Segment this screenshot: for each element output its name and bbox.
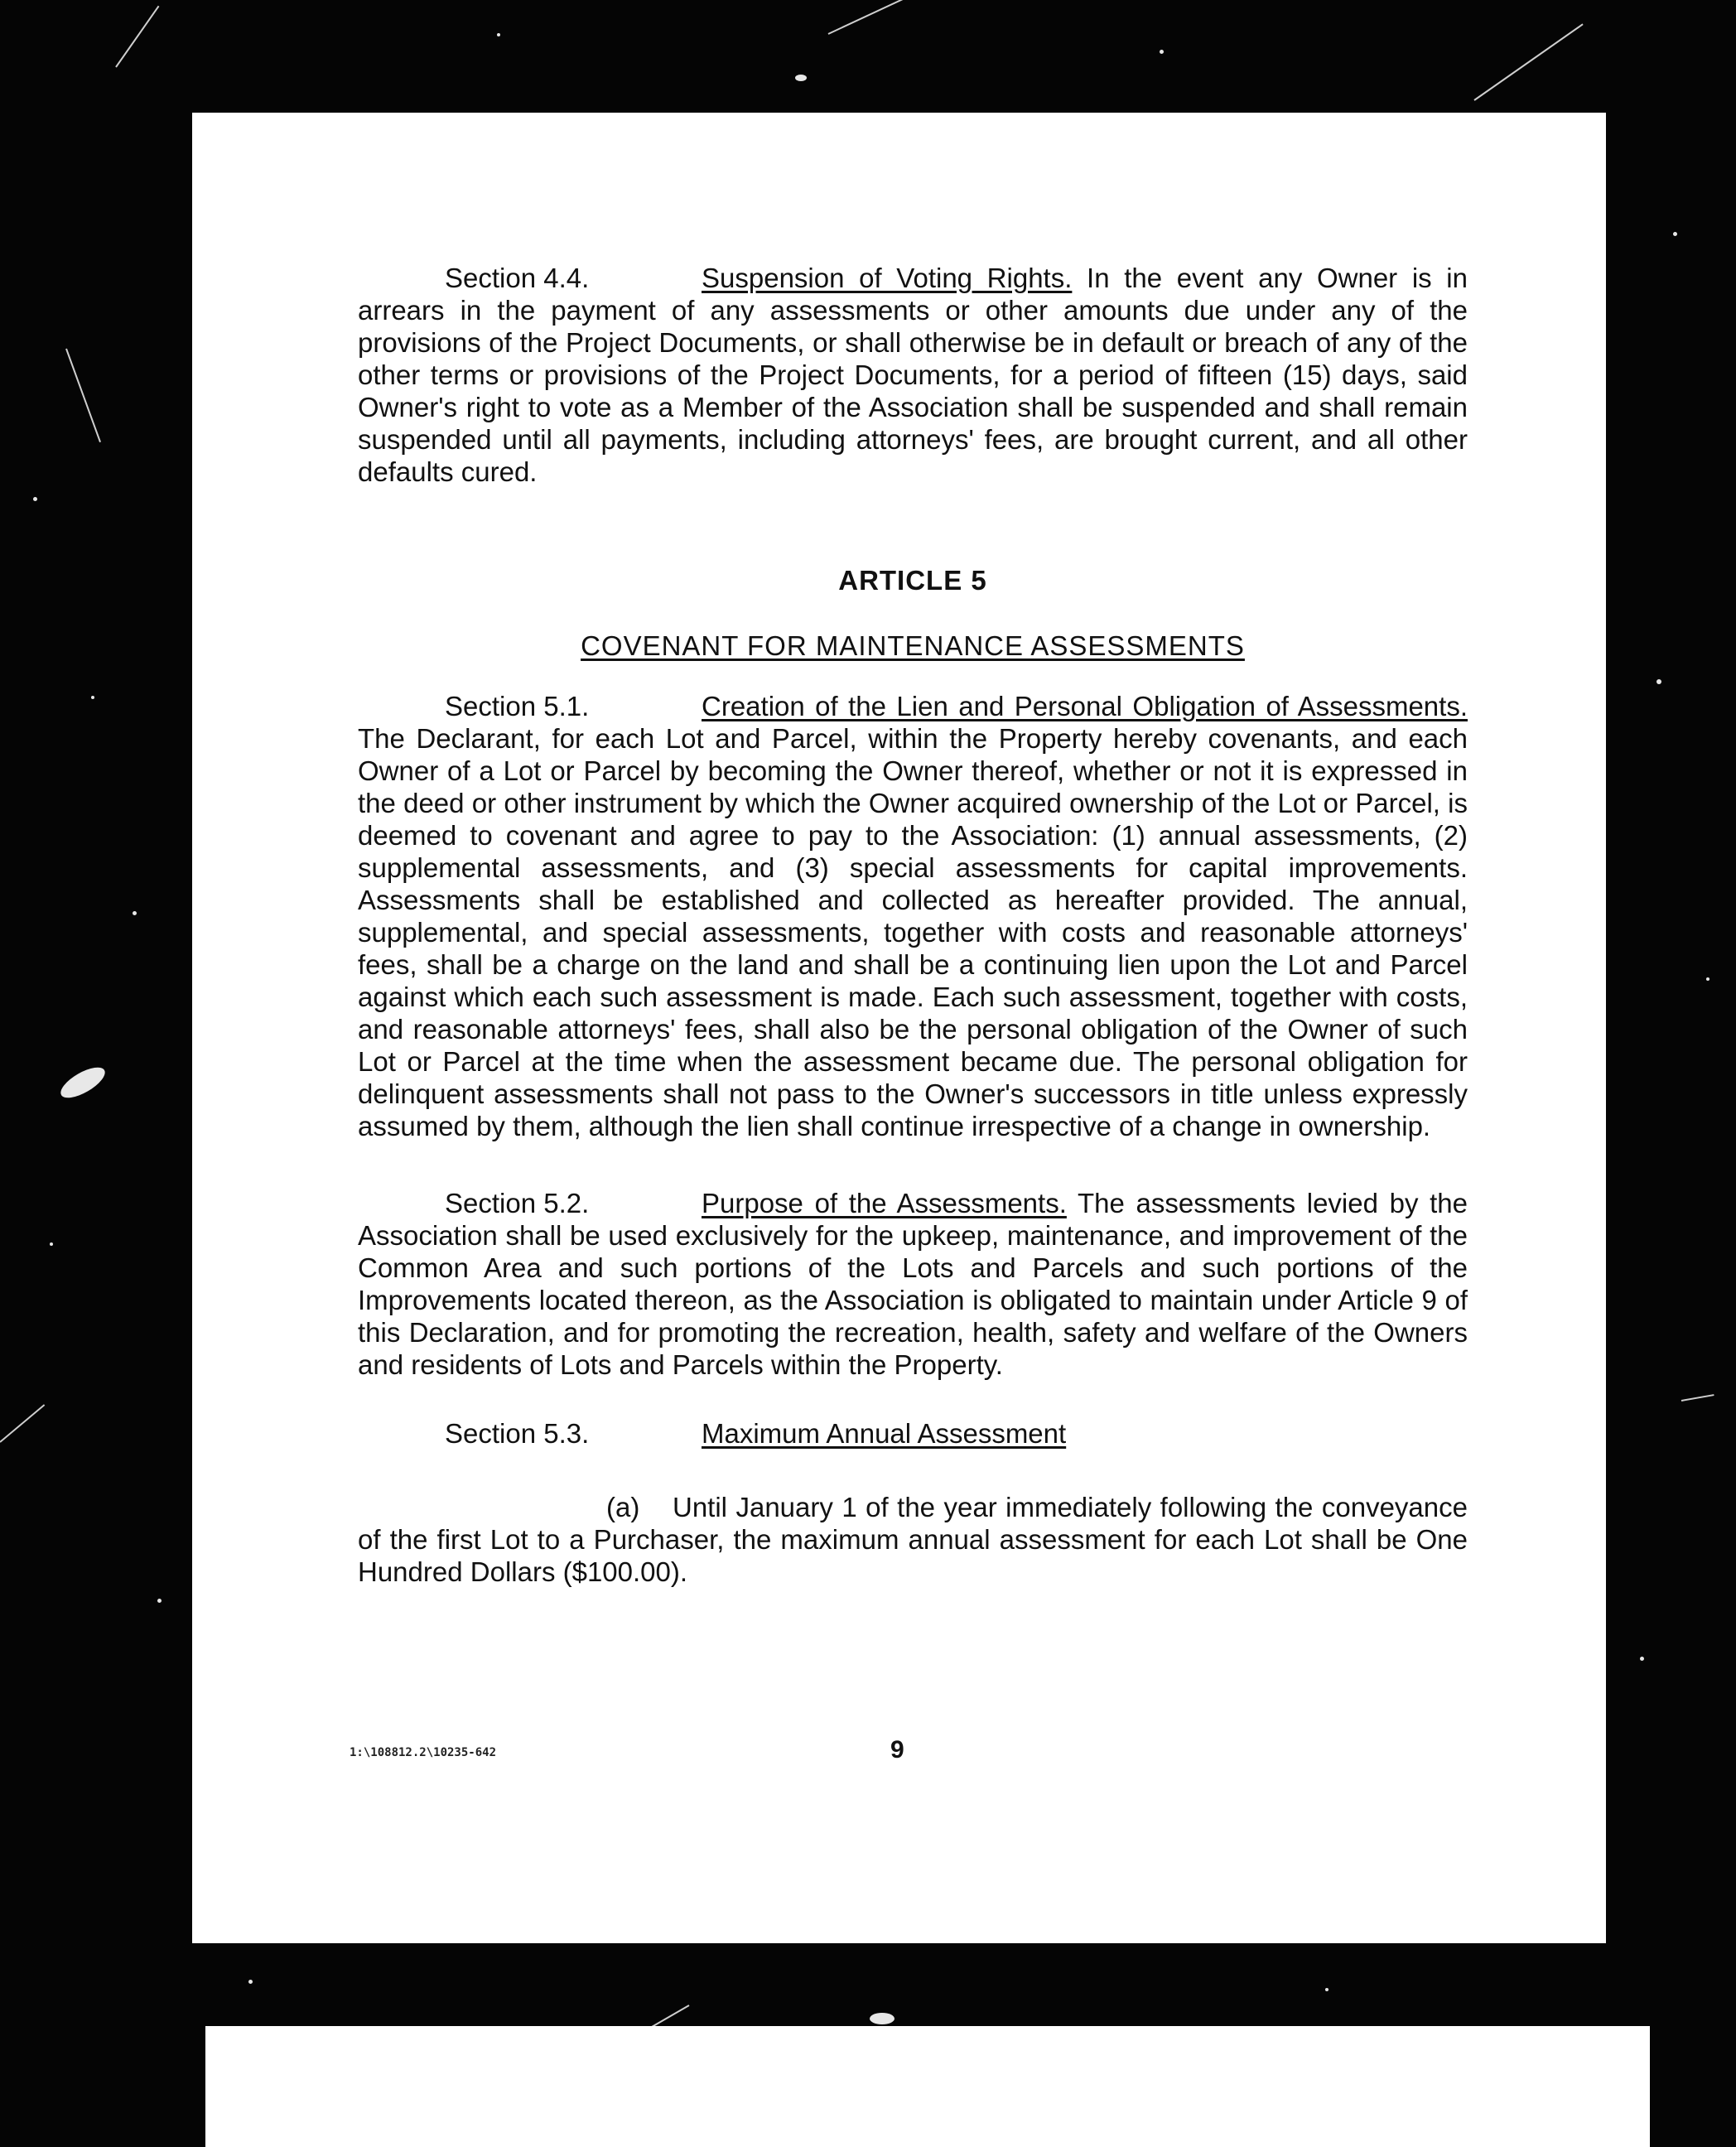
section-5-3	[358, 1417, 1468, 1450]
section-title: Purpose of the Assessments.	[702, 1188, 1067, 1218]
section-text: In the event any Owner is in arrears in the payment of any assessments or other amounts due under any of the provisions of the Project Documents, or shall otherwise be in default or breach of any of the other terms or provisions of the Project Documents, for a period of fifteen (15) days, said Owner's right to vote as a Member of the Association shall be suspended and shall remain suspended until all payments, including attorneys' fees, are brought current, and all other defaults cured.	[358, 263, 1468, 487]
section-title: Creation of the Lien and Personal Obligation of Assessments.	[702, 691, 1468, 721]
section-5-1	[358, 690, 1468, 1142]
document-body	[358, 262, 1468, 1588]
section-5-3-item-a	[358, 1491, 1468, 1588]
document-code: 1:\108812.2\10235-642	[350, 1746, 497, 1759]
section-number: Section 4.4.	[445, 263, 590, 293]
document-page	[192, 113, 1606, 1943]
section-number: Section 5.3.	[445, 1418, 590, 1449]
article-title: ARTICLE 5	[838, 565, 987, 596]
section-4-4	[358, 262, 1468, 488]
article-subtitle: COVENANT FOR MAINTENANCE ASSESSMENTS	[581, 630, 1245, 661]
next-page-edge	[205, 2026, 1650, 2147]
item-text: Until January 1 of the year immediately following the conveyance of the first Lot to a Purchaser, the maximum annual assessment for each Lot shall be One Hundred Dollars ($100.00).	[358, 1492, 1468, 1587]
section-number: Section 5.2.	[445, 1188, 590, 1218]
page-number: 9	[890, 1736, 904, 1763]
section-title: Maximum Annual Assessment	[702, 1418, 1067, 1449]
section-text: The assessments levied by the Association shall be used exclusively for the upkeep, maintenance, and improvement of the Common Area and such portions of the Lots and Parcels and such portions of the Improvements located thereon, as the Association is obligated to maintain under Article 9 of this Declaration, and for promoting the recreation, health, safety and welfare of the Owners and residents of Lots and Parcels within the Property.	[358, 1188, 1468, 1380]
section-title: Suspension of Voting Rights.	[702, 263, 1073, 293]
section-5-2	[358, 1187, 1468, 1381]
section-number: Section 5.1.	[445, 691, 590, 721]
section-text: The Declarant, for each Lot and Parcel, within the Property hereby covenants, and each Owner of a Lot or Parcel by becoming the Owner thereof, whether or not it is expressed in the deed or other instrument by which the Owner acquired ownership of the Lot or Parcel, is deemed to covenant and agree to pay to the Association: (1) annual assessments, (2) supplemental assessments, and (3) special assessments for capital improvements. Assessments shall be established and collected as hereafter provided. The annual, supplemental, and special assessments, together with costs and reasonable attorneys' fees, shall be a charge on the land and shall be a continuing lien upon the Lot and Parcel against which each such assessment is made. Each such assessment, together with costs, and reasonable attorneys' fees, shall also be the personal obligation of the Owner of such Lot or Parcel at the time when the assessment became due. The personal obligation for delinquent assessments shall not pass to the Owner's successors in title unless expressly assumed by them, although the lien shall continue irrespective of a change in ownership.	[358, 723, 1468, 1141]
item-label: (a)	[606, 1492, 640, 1522]
